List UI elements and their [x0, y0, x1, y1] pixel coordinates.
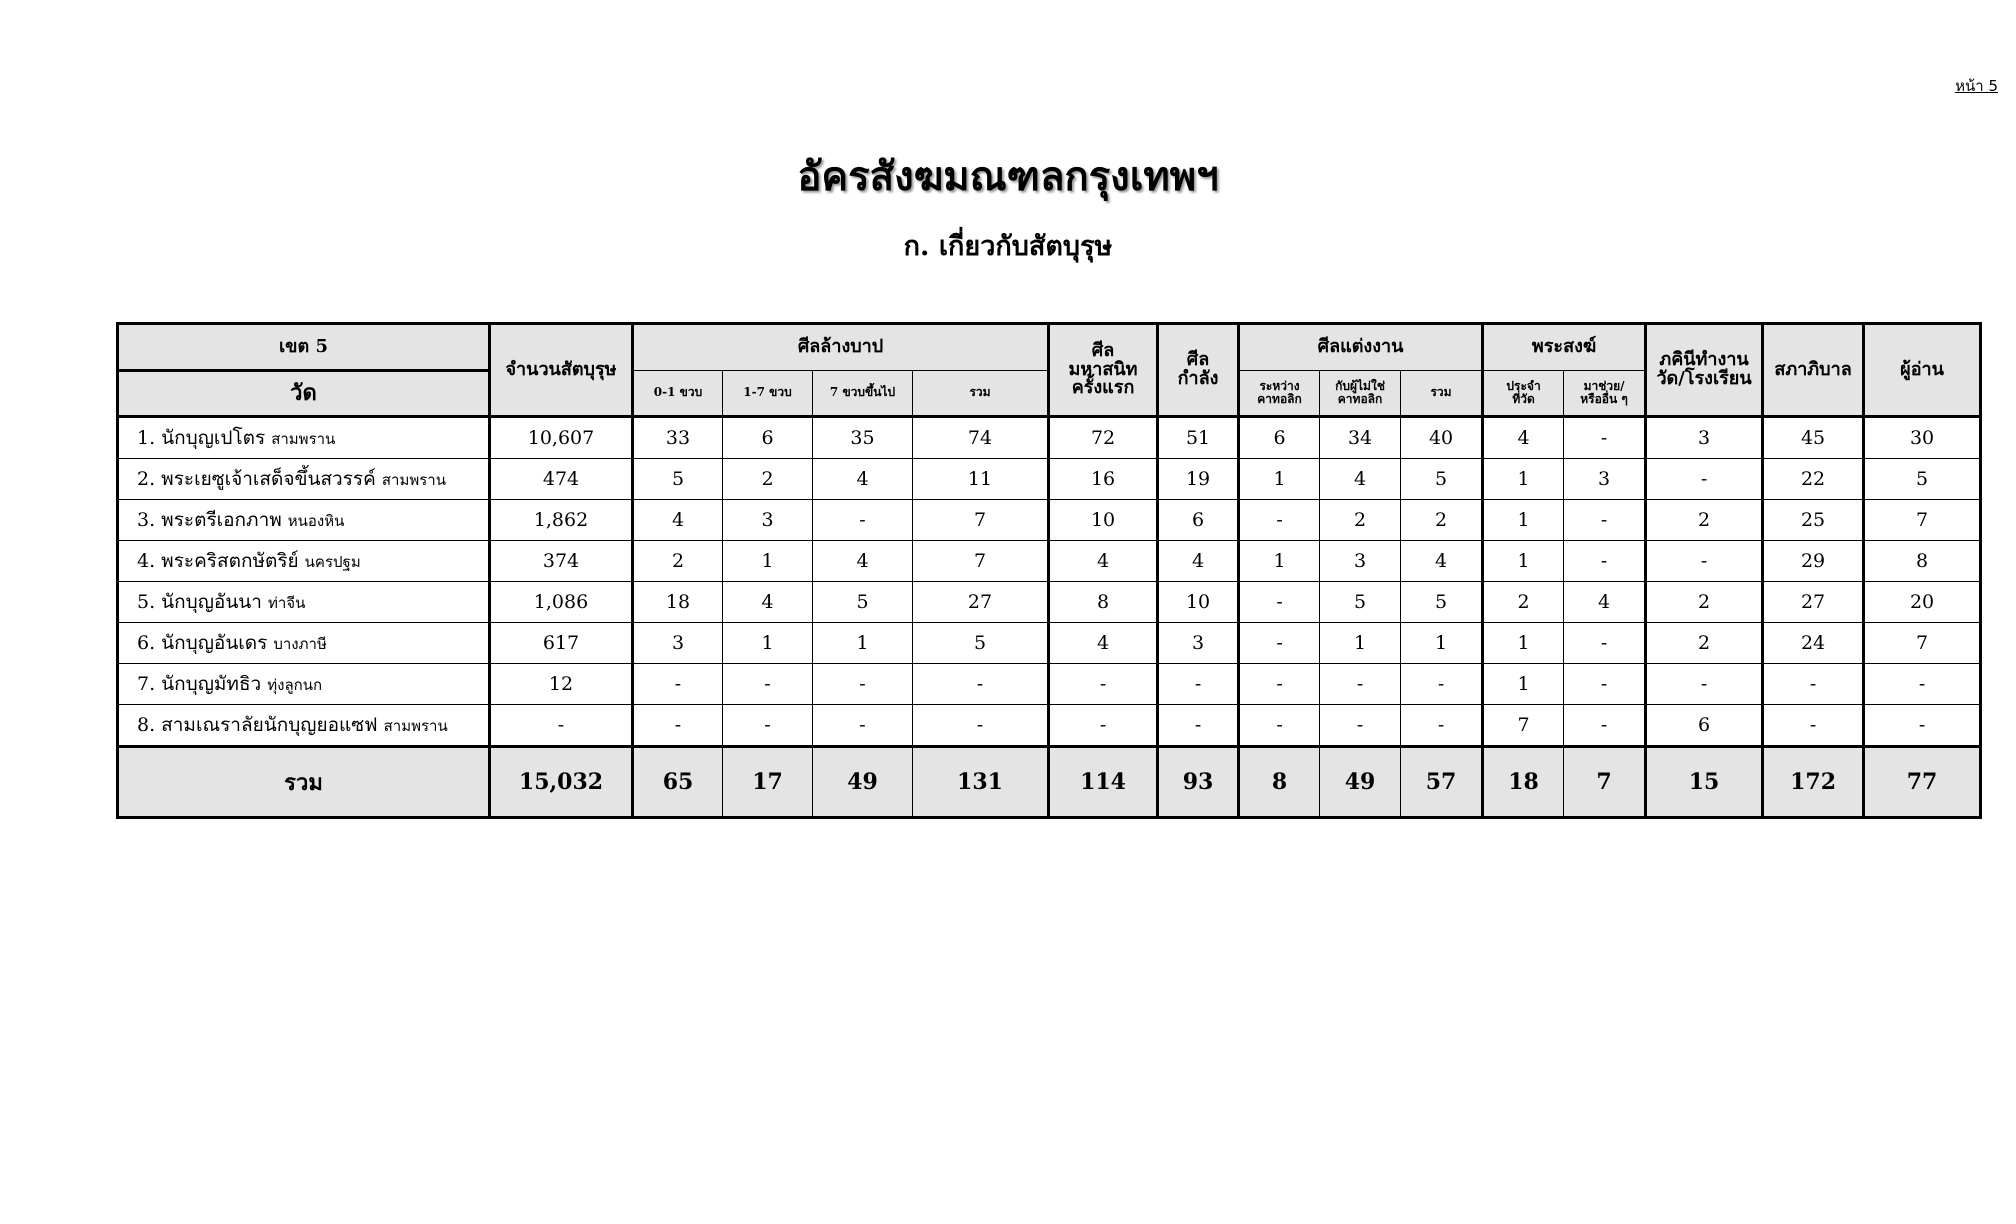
data-cell: - — [723, 705, 813, 747]
confirmation-line-2: กำลัง — [1177, 368, 1219, 389]
table-row — [118, 417, 1981, 459]
readers-header: ผู้อ่าน — [1864, 324, 1981, 417]
total-row — [118, 747, 1981, 818]
parish-location: บางภาษี — [273, 635, 327, 653]
data-cell: 3 — [1646, 417, 1763, 459]
parish-name: 1. นักบุญเปโตร — [137, 427, 266, 449]
total-cell: 131 — [913, 747, 1049, 818]
data-cell: 20 — [1864, 582, 1981, 623]
data-cell: - — [633, 705, 723, 747]
data-cell: 27 — [913, 582, 1049, 623]
parish-statistics-table — [116, 322, 1982, 819]
data-cell: 25 — [1763, 500, 1864, 541]
total-cell: 172 — [1763, 747, 1864, 818]
data-cell: 6 — [723, 417, 813, 459]
data-cell: 4 — [1320, 459, 1401, 500]
first-communion-header — [1049, 324, 1158, 417]
document-subtitle: ก. เกี่ยวกับสัตบุรุษ — [903, 231, 1113, 262]
marriage-sub-mixed-line-1: กับผู้ไม่ใช่ — [1335, 378, 1385, 393]
parish-name-cell — [118, 582, 490, 623]
data-cell: 1 — [723, 623, 813, 664]
parish-name: 2. พระเยซูเจ้าเสด็จขึ้นสวรรค์ — [137, 468, 376, 490]
data-cell: - — [1049, 664, 1158, 705]
first-communion-line-2: มหาสนิท — [1068, 358, 1138, 380]
total-cell: 15,032 — [490, 747, 633, 818]
table-row — [118, 541, 1981, 582]
data-cell: 4 — [813, 541, 913, 582]
data-cell: - — [1646, 459, 1763, 500]
data-cell: 1,086 — [490, 582, 633, 623]
total-cell: 49 — [1320, 747, 1401, 818]
data-cell: 5 — [1320, 582, 1401, 623]
parish-name: 6. นักบุญอันเดร — [137, 632, 268, 654]
marriage-header: ศีลแต่งงาน — [1239, 324, 1483, 371]
data-cell: 3 — [1320, 541, 1401, 582]
data-cell: 7 — [1864, 623, 1981, 664]
data-cell: 2 — [723, 459, 813, 500]
confirmation-line-1: ศีล — [1186, 349, 1210, 371]
total-cell: 77 — [1864, 747, 1981, 818]
data-cell: 4 — [723, 582, 813, 623]
data-cell: - — [1864, 664, 1981, 705]
data-cell: - — [1763, 705, 1864, 747]
data-cell: 1 — [813, 623, 913, 664]
table-row — [118, 459, 1981, 500]
data-cell: 2 — [633, 541, 723, 582]
data-cell: 3 — [1158, 623, 1239, 664]
data-cell: 4 — [1401, 541, 1483, 582]
data-cell: 34 — [1320, 417, 1401, 459]
data-cell: 33 — [633, 417, 723, 459]
data-cell: 5 — [1401, 582, 1483, 623]
document-title: อัครสังฆมณฑลกรุงเทพฯ — [797, 153, 1219, 200]
data-cell: - — [490, 705, 633, 747]
data-cell: 2 — [1646, 623, 1763, 664]
data-cell: 30 — [1864, 417, 1981, 459]
data-cell: 1 — [1483, 459, 1564, 500]
data-cell: 2 — [1320, 500, 1401, 541]
data-cell: - — [1564, 705, 1646, 747]
parish-header: วัด — [118, 371, 490, 417]
data-cell: - — [1239, 582, 1320, 623]
data-cell: 4 — [813, 459, 913, 500]
data-cell: 45 — [1763, 417, 1864, 459]
data-cell: 24 — [1763, 623, 1864, 664]
data-cell: 74 — [913, 417, 1049, 459]
baptism-sub-1-7: 1-7 ขวบ — [723, 371, 813, 417]
data-cell: 11 — [913, 459, 1049, 500]
parish-location: สามพราน — [381, 471, 446, 489]
data-cell: 1 — [723, 541, 813, 582]
data-cell: 1 — [1483, 500, 1564, 541]
data-cell: - — [1763, 664, 1864, 705]
total-cell: 114 — [1049, 747, 1158, 818]
total-cell: 65 — [633, 747, 723, 818]
data-cell: 35 — [813, 417, 913, 459]
table-row — [118, 500, 1981, 541]
data-cell: 1 — [1483, 623, 1564, 664]
data-cell: - — [1239, 623, 1320, 664]
total-cell: 18 — [1483, 747, 1564, 818]
data-cell: 19 — [1158, 459, 1239, 500]
data-cell: 7 — [1483, 705, 1564, 747]
data-cell: 10 — [1049, 500, 1158, 541]
nuns-line-1: ภคินีทำงาน — [1659, 349, 1749, 371]
data-cell: 51 — [1158, 417, 1239, 459]
total-cell: 57 — [1401, 747, 1483, 818]
data-cell: 474 — [490, 459, 633, 500]
data-cell: 7 — [1864, 500, 1981, 541]
parish-location: ท่าจีน — [267, 594, 306, 612]
total-cell: 17 — [723, 747, 813, 818]
total-label: รวม — [118, 747, 490, 818]
table-row — [118, 664, 1981, 705]
data-cell: 10,607 — [490, 417, 633, 459]
nuns-header — [1646, 324, 1763, 417]
priests-header: พระสงฆ์ — [1483, 324, 1646, 371]
total-cell: 93 — [1158, 747, 1239, 818]
data-cell: - — [813, 664, 913, 705]
data-cell: - — [1564, 541, 1646, 582]
parish-name: 5. นักบุญอันนา — [137, 591, 262, 613]
data-cell: - — [1564, 500, 1646, 541]
parish-name: 4. พระคริสตกษัตริย์ — [137, 550, 299, 572]
data-cell: - — [1401, 705, 1483, 747]
parish-location: สามพราน — [271, 430, 336, 448]
parish-name: 7. นักบุญมัทธิว — [137, 673, 262, 695]
total-cell: 7 — [1564, 747, 1646, 818]
data-cell: 4 — [1049, 623, 1158, 664]
data-cell: - — [1646, 541, 1763, 582]
data-cell: 16 — [1049, 459, 1158, 500]
data-cell: - — [1239, 500, 1320, 541]
marriage-sub-catholic — [1239, 371, 1320, 417]
priests-sub-visiting-line-2: หรืออื่น ๆ — [1580, 392, 1628, 406]
table-row — [118, 705, 1981, 747]
data-cell: 1 — [1239, 459, 1320, 500]
data-cell: - — [1320, 664, 1401, 705]
data-cell: 5 — [1864, 459, 1981, 500]
data-cell: - — [913, 705, 1049, 747]
priests-sub-resident-line-1: ประจำ — [1506, 378, 1541, 393]
nuns-line-2: วัด/โรงเรียน — [1656, 368, 1752, 389]
data-cell: - — [1239, 705, 1320, 747]
priests-sub-resident-line-2: ที่วัด — [1512, 392, 1535, 406]
parish-name: 8. สามเณราลัยนักบุญยอแซฟ — [137, 714, 378, 736]
data-cell: 3 — [1564, 459, 1646, 500]
data-cell: 2 — [1401, 500, 1483, 541]
data-cell: 6 — [1646, 705, 1763, 747]
council-header: สภาภิบาล — [1763, 324, 1864, 417]
marriage-sub-catholic-line-2: คาทอลิก — [1257, 392, 1302, 406]
data-cell: 18 — [633, 582, 723, 623]
data-cell: 374 — [490, 541, 633, 582]
data-cell: 5 — [913, 623, 1049, 664]
data-cell: 1 — [1320, 623, 1401, 664]
marriage-sub-mixed-line-2: คาทอลิก — [1337, 392, 1383, 406]
baptism-header: ศีลล้างบาป — [633, 324, 1049, 371]
first-communion-line-1: ศีล — [1091, 339, 1115, 361]
data-cell: 2 — [1646, 582, 1763, 623]
parish-name: 3. พระตรีเอกภาพ — [137, 509, 282, 531]
data-cell: - — [913, 664, 1049, 705]
parish-name-cell — [118, 623, 490, 664]
data-cell: - — [723, 664, 813, 705]
data-cell: 3 — [723, 500, 813, 541]
data-cell: - — [1564, 417, 1646, 459]
parish-name-cell — [118, 664, 490, 705]
data-cell: 1 — [1401, 623, 1483, 664]
data-cell: 1 — [1483, 541, 1564, 582]
members-header: จำนวนสัตบุรุษ — [490, 324, 633, 417]
data-cell: 3 — [633, 623, 723, 664]
data-cell: 7 — [913, 541, 1049, 582]
confirmation-header — [1158, 324, 1239, 417]
data-cell: - — [1646, 664, 1763, 705]
data-cell: - — [633, 664, 723, 705]
data-cell: 6 — [1239, 417, 1320, 459]
data-cell: 29 — [1763, 541, 1864, 582]
baptism-sub-total: รวม — [913, 371, 1049, 417]
data-cell: 4 — [1158, 541, 1239, 582]
data-cell: 10 — [1158, 582, 1239, 623]
data-cell: 5 — [633, 459, 723, 500]
parish-location: ทุ่งลูกนก — [267, 676, 323, 694]
data-cell: 27 — [1763, 582, 1864, 623]
parish-location: นครปฐม — [304, 553, 361, 571]
data-cell: 22 — [1763, 459, 1864, 500]
parish-name-cell — [118, 705, 490, 747]
parish-location: หนองหิน — [287, 512, 345, 530]
parish-name-cell — [118, 541, 490, 582]
data-cell: 72 — [1049, 417, 1158, 459]
data-cell: - — [1564, 623, 1646, 664]
data-cell: 2 — [1646, 500, 1763, 541]
data-cell: 4 — [1483, 417, 1564, 459]
data-cell: - — [1401, 664, 1483, 705]
data-cell: - — [813, 500, 913, 541]
page-number: หน้า 5 — [1955, 77, 1998, 95]
data-cell: 4 — [633, 500, 723, 541]
parish-name-cell — [118, 500, 490, 541]
data-cell: 12 — [490, 664, 633, 705]
data-cell: 5 — [1401, 459, 1483, 500]
data-cell: - — [1864, 705, 1981, 747]
first-communion-line-3: ครั้งแรก — [1071, 377, 1135, 399]
data-cell: 6 — [1158, 500, 1239, 541]
data-cell: 4 — [1564, 582, 1646, 623]
total-cell: 8 — [1239, 747, 1320, 818]
total-cell: 15 — [1646, 747, 1763, 818]
data-cell: 617 — [490, 623, 633, 664]
data-cell: - — [1158, 705, 1239, 747]
data-cell: 1 — [1239, 541, 1320, 582]
data-cell: 2 — [1483, 582, 1564, 623]
table-row — [118, 623, 1981, 664]
marriage-sub-catholic-line-1: ระหว่าง — [1259, 378, 1300, 393]
data-cell: - — [1239, 664, 1320, 705]
data-cell: 8 — [1864, 541, 1981, 582]
data-cell: 40 — [1401, 417, 1483, 459]
total-cell: 49 — [813, 747, 913, 818]
baptism-sub-0-1: 0-1 ขวบ — [633, 371, 723, 417]
priests-sub-visiting — [1564, 371, 1646, 417]
parish-location: สามพราน — [383, 717, 448, 735]
table-row — [118, 582, 1981, 623]
data-cell: 7 — [913, 500, 1049, 541]
district-header: เขต 5 — [118, 324, 490, 371]
data-cell: - — [1158, 664, 1239, 705]
data-cell: 4 — [1049, 541, 1158, 582]
data-cell: - — [813, 705, 913, 747]
marriage-sub-total: รวม — [1401, 371, 1483, 417]
data-cell: 8 — [1049, 582, 1158, 623]
data-cell: - — [1564, 664, 1646, 705]
data-cell: 1,862 — [490, 500, 633, 541]
marriage-sub-mixed — [1320, 371, 1401, 417]
parish-name-cell — [118, 417, 490, 459]
priests-sub-visiting-line-1: มาช่วย/ — [1583, 378, 1625, 393]
baptism-sub-7-up: 7 ขวบขึ้นไป — [813, 371, 913, 417]
data-cell: - — [1320, 705, 1401, 747]
data-cell: 1 — [1483, 664, 1564, 705]
parish-name-cell — [118, 459, 490, 500]
data-cell: - — [1049, 705, 1158, 747]
data-cell: 5 — [813, 582, 913, 623]
priests-sub-resident — [1483, 371, 1564, 417]
